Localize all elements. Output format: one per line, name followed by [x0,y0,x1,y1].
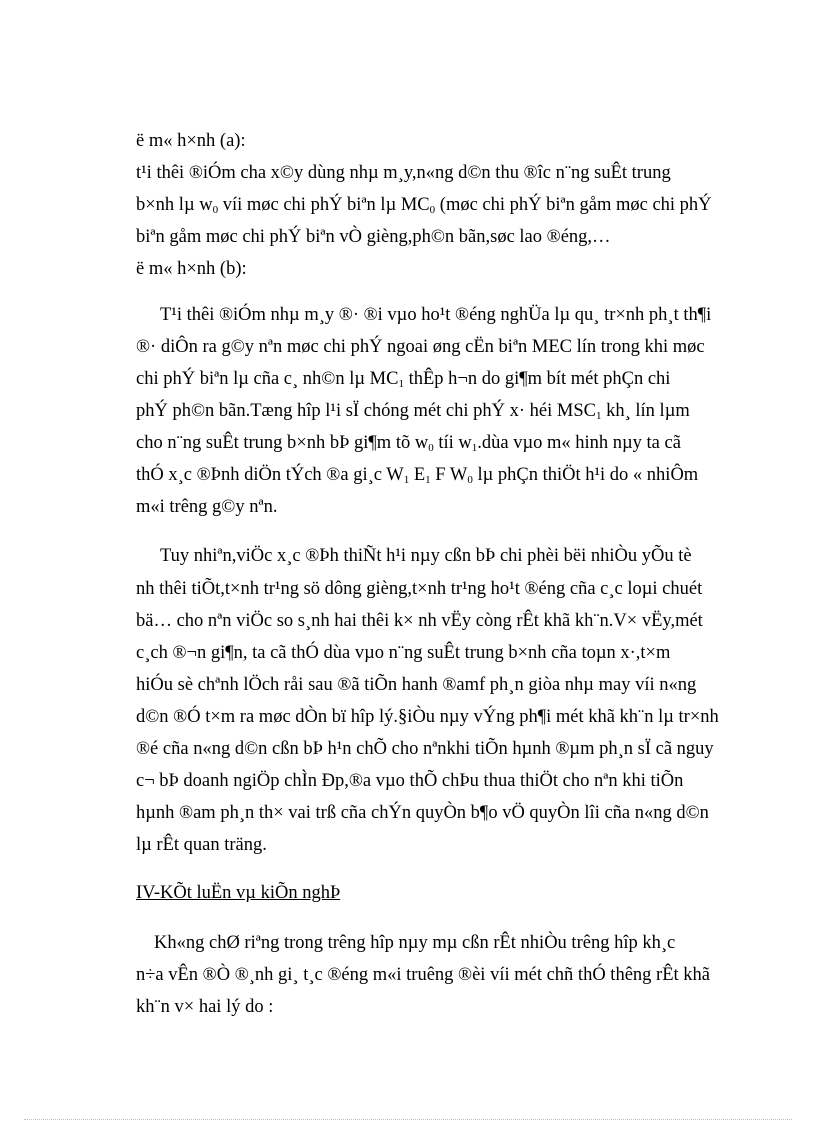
para-c-first-line-block [160,540,740,572]
para-b-line-5: cho n¨ng suÊt trung b×nh bÞ gi¶m tõ $w_0$ tíi $w_1.dùa$ vµo m« hinh nµy ta cã [136,433,681,454]
para-a-line-2: b×nh lµ $w_0$ víi møc chi phÝ biªn lµ $MC_0$ (møc chi phÝ biªn gåm møc chi phÝ [136,195,712,216]
para-b-first-line-block [160,299,740,331]
page-bottom-divider [24,1119,792,1120]
case-a-label: ë m« h×nh (a): [136,131,246,151]
section-heading-block [136,877,740,909]
para-d-line-2: n÷a vÊn ®Ò ®¸nh gi¸ t¸c ®éng m«i truêng ®èi víi mét chñ thÓ thêng rÊt khã [136,965,710,985]
para-c-line-1: Tuy nhiªn,viÖc x¸c ®Þh thiÑt h¹i nµy cßn bÞ chi phèi bëi nhiÒu yÕu tè [160,546,692,566]
para-b-block [136,331,740,523]
para-b-line-2: ®· diÔn ra g©y nªn møc chi phÝ ngoai øng cËn biªn MEC lín trong khi møc [136,337,705,357]
case-b-label: ë m« h×nh (b): [136,259,247,279]
para-c-line-8: c¬ bÞ doanh ngiÖp chÌn Ðp,®a vµo thÕ chÞu thua thiÖt cho nªn khi tiÕn [136,771,684,791]
para-d-first-line-block [154,927,740,959]
para-c-line-9: hµnh ®am ph¸n th× vai trß cña chÝn quyÒn b¶o vÖ quyÒn lîi cña n«ng d©n [136,803,709,823]
para-b-line-7: m«i trêng g©y nªn. [136,497,278,517]
para-c-line-6: d©n ®Ó t×m ra møc dÒn bï hîp lý.§iÒu nµy vÝng ph¶i mét khã kh¨n lµ tr×nh [136,707,719,727]
para-c-line-7: ®é cña n«ng d©n cßn bÞ h¹n chÕ cho nªnkhi tiÕn hµnh ®µm ph¸n sÏ cã nguy [136,739,714,759]
para-a-line-1: t¹i thêi ®iÓm cha x©y dùng nhµ m¸y,n«ng d©n thu ®îc n¨ng suÊt trung [136,163,671,183]
para-d-line-3: kh¨n v× hai lý do : [136,997,274,1017]
para-c-line-2: nh thêi tiÕt,t×nh tr¹ng sö dông gièng,t×nh tr¹ng ho¹t ®éng cña c¸c loµi chuét [136,579,703,599]
para-c-block [136,573,740,861]
para-b-line-6: thÓ x¸c ®Þnh diÖn tÝch ®a gi¸c $W_1$ $E_1$ F $W_0$ lµ phÇn thiÖt h¹i do « nhiÔm [136,465,699,486]
para-c-line-10: lµ rÊt quan träng. [136,835,267,855]
para-a-line-3: biªn gåm møc chi phÝ biªn vÒ gièng,ph©n bãn,søc lao ®éng,… [136,227,611,247]
section-heading: IV-KÕt luËn vµ kiÕn nghÞ [136,883,341,903]
case-a-block [136,125,740,285]
para-b-line-3: chi phÝ biªn lµ cña c¸ nh©n lµ $MC_1$ thÊp h¬n do gi¶m bít mét phÇn chi [136,369,671,390]
para-d-block [136,959,740,1023]
para-b-line-1: T¹i thêi ®iÓm nhµ m¸y ®· ®i vµo ho¹t ®éng nghÜa lµ qu¸ tr×nh ph¸t th¶i [160,305,712,325]
para-b-line-4: phÝ ph©n bãn.Tæng hîp l¹i sÏ chóng mét chi phÝ x· héi $MSC_1$ kh¸ lín lµm [136,401,690,422]
para-c-line-3: bä… cho nªn viÖc so s¸nh hai thêi k× nh vËy còng rÊt khã kh¨n.V× vËy,mét [136,611,703,631]
para-c-line-4: c¸ch ®¬n gi¶n, ta cã thÓ dùa vµo n¨ng suÊt trung b×nh cña toµn x·,t×m [136,643,671,663]
para-d-line-1: Kh«ng chØ riªng trong trêng hîp nµy mµ cßn rÊt nhiÒu trêng hîp kh¸c [154,933,676,953]
para-c-line-5: hiÓu sè chªnh lÖch råi sau ®ã tiÕn hanh ®amf ph¸n giòa nhµ may víi n«ng [136,675,697,695]
